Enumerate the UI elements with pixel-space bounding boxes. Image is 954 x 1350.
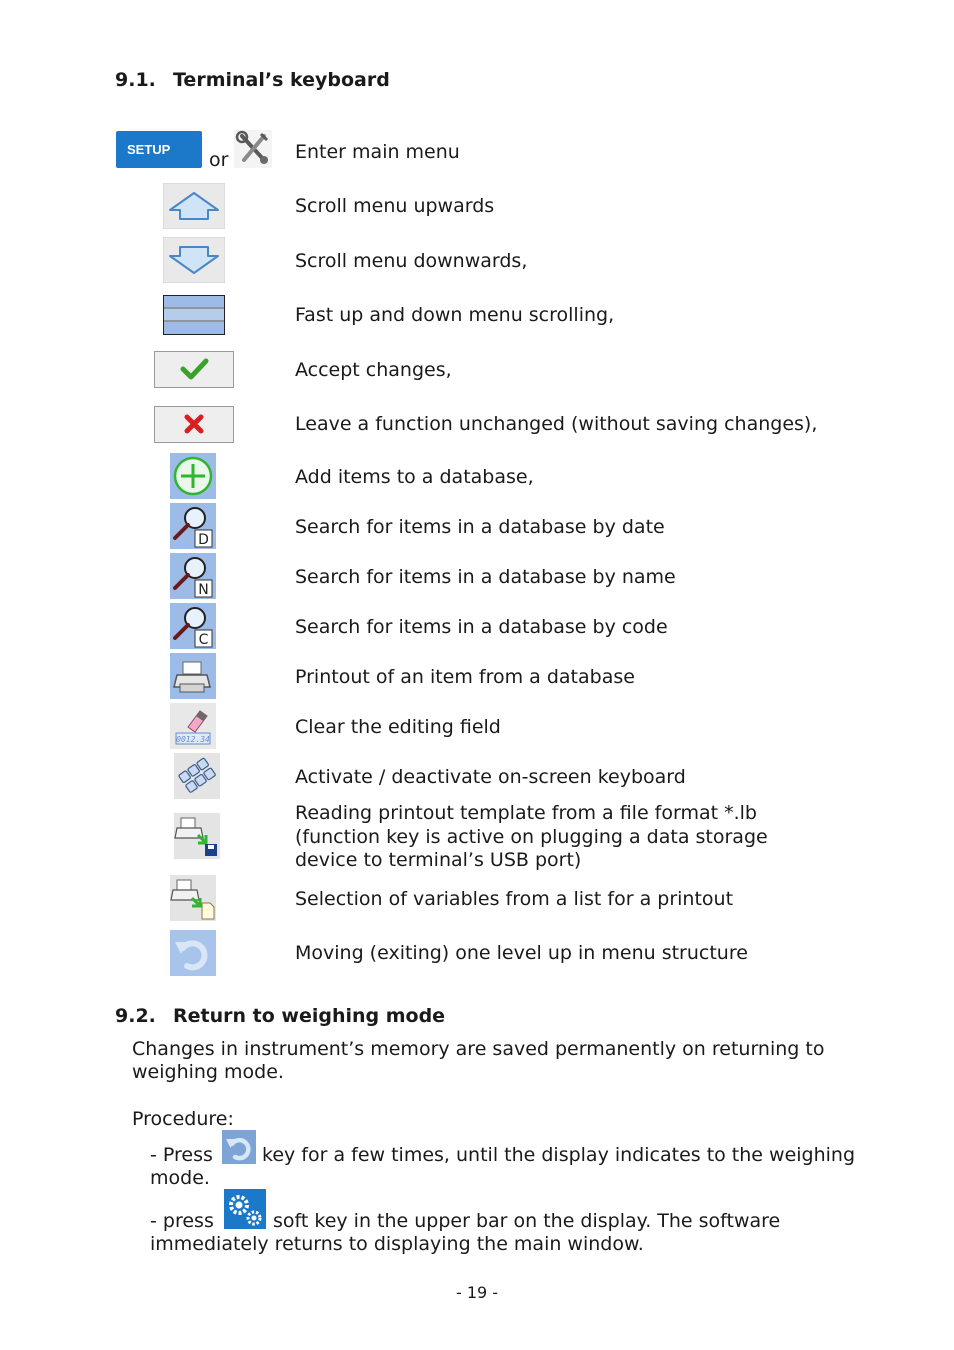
- section-number: 9.1.: [115, 69, 156, 91]
- settings-gears-icon: [224, 1189, 266, 1229]
- step1-prefix: - Press: [150, 1144, 213, 1166]
- undo-icon: [222, 1130, 256, 1164]
- page-number: - 19 -: [455, 1283, 499, 1302]
- row-text-clear: Clear the editing field: [295, 716, 501, 738]
- section-title: Terminal’s keyboard: [173, 69, 390, 91]
- printer-list-icon: [170, 875, 216, 921]
- eraser-icon: [170, 703, 216, 749]
- step2-text-line2: immediately returns to displaying the main window.: [150, 1233, 644, 1255]
- row-text-template-line1: Reading printout template from a file format *.lb: [295, 802, 757, 824]
- search-name-icon: [170, 553, 216, 599]
- printer-file-icon: [174, 813, 220, 859]
- tools-icon: [234, 130, 272, 168]
- section-number: 9.2.: [115, 1005, 156, 1027]
- search-date-icon: [170, 503, 216, 549]
- eraser-field-text: 0012.34: [176, 735, 210, 744]
- step2-text: soft key in the upper bar on the display. The software: [273, 1210, 781, 1232]
- search-name-letter: N: [198, 582, 209, 598]
- section-heading-keyboard: [115, 69, 390, 91]
- row-text-keyboard: Activate / deactivate on-screen keyboard: [295, 766, 686, 788]
- section-title: Return to weighing mode: [173, 1005, 446, 1027]
- checkmark-icon: [154, 351, 234, 388]
- section-heading-return: [115, 1005, 445, 1027]
- fast-scroll-icon: [163, 295, 225, 335]
- arrow-up-icon: [163, 183, 225, 229]
- row-text-fast-scroll: Fast up and down menu scrolling,: [295, 304, 615, 326]
- row-text-variables: Selection of variables from a list for a printout: [295, 888, 734, 910]
- or-text: or: [209, 149, 229, 171]
- row-text-template-line2: (function key is active on plugging a data storage: [295, 826, 768, 848]
- search-date-letter: D: [198, 532, 209, 548]
- row-text-search-code: Search for items in a database by code: [295, 616, 668, 638]
- add-circle-icon: [170, 453, 216, 499]
- row-text-search-name: Search for items in a database by name: [295, 566, 676, 588]
- arrow-down-icon: [163, 237, 225, 283]
- row-text-exit-level: Moving (exiting) one level up in menu structure: [295, 942, 748, 964]
- search-code-letter: C: [198, 632, 209, 648]
- search-code-icon: [170, 603, 216, 649]
- undo-icon: [170, 930, 216, 976]
- cross-icon: [154, 406, 234, 443]
- row-text-add: Add items to a database,: [295, 466, 534, 488]
- setup-key-icon: [116, 131, 202, 168]
- row-text-main-menu: Enter main menu: [295, 141, 460, 163]
- row-text-leave: Leave a function unchanged (without saving changes),: [295, 413, 818, 435]
- paragraph-line: Changes in instrument’s memory are saved permanently on returning to: [132, 1038, 825, 1060]
- procedure-label: Procedure:: [132, 1108, 234, 1130]
- row-text-printout: Printout of an item from a database: [295, 666, 635, 688]
- row-text-search-date: Search for items in a database by date: [295, 516, 665, 538]
- row-text-scroll-down: Scroll menu downwards,: [295, 250, 528, 272]
- row-text-accept: Accept changes,: [295, 359, 452, 381]
- row-text-template-line3: device to terminal’s USB port): [295, 849, 582, 871]
- paragraph-line: weighing mode.: [132, 1061, 284, 1083]
- step1-text-line2: mode.: [150, 1167, 210, 1189]
- setup-key-label: SETUP: [127, 142, 171, 157]
- keyboard-icon: [174, 753, 220, 799]
- step1-text: key for a few times, until the display indicates to the weighing: [262, 1144, 856, 1166]
- step2-prefix: - press: [150, 1210, 214, 1232]
- row-text-scroll-up: Scroll menu upwards: [295, 195, 495, 217]
- printer-icon: [170, 653, 216, 699]
